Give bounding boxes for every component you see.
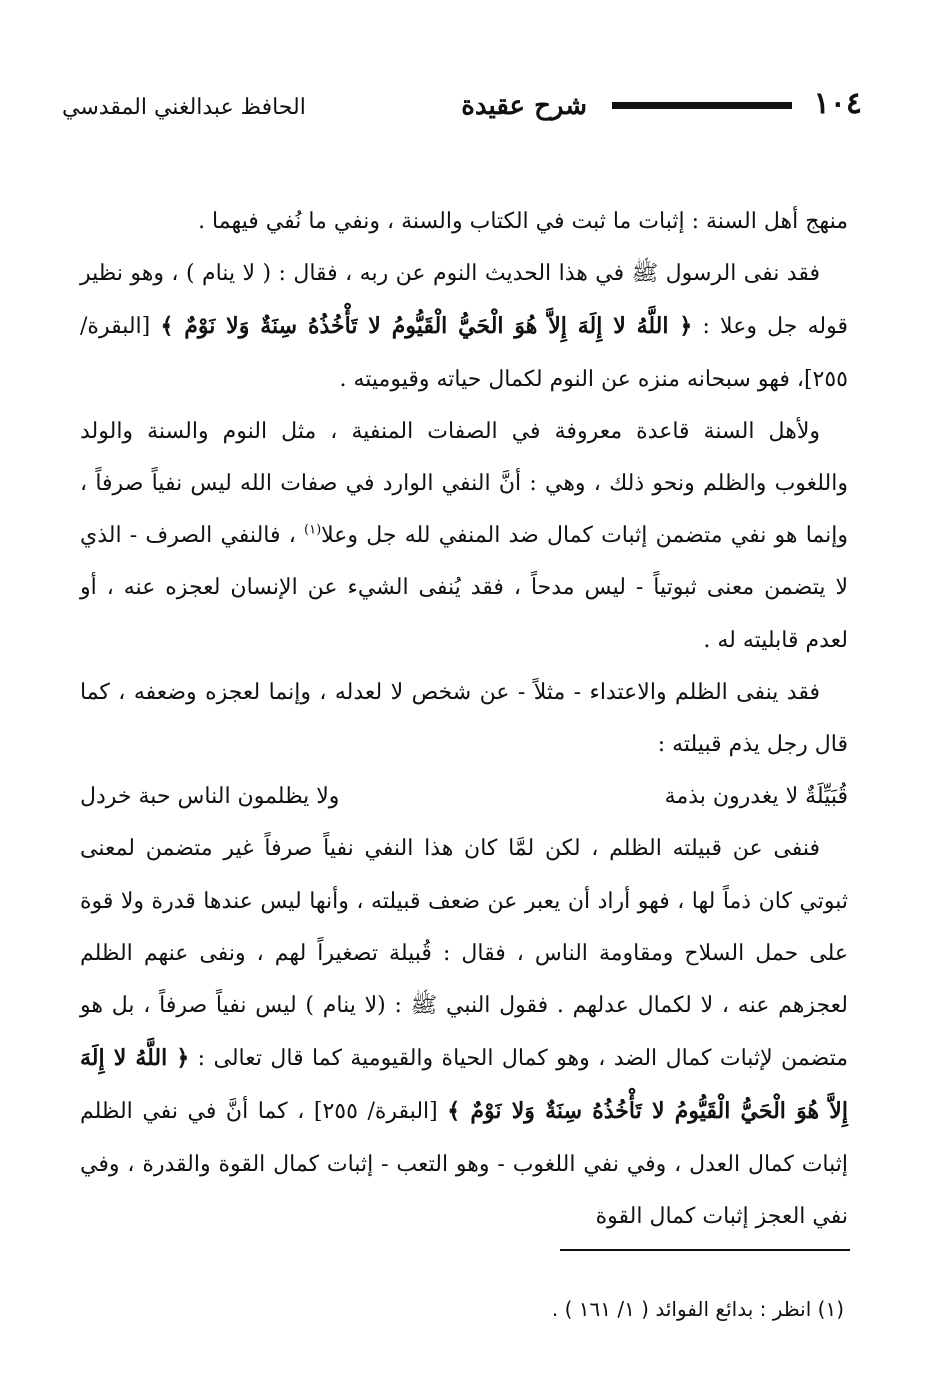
paragraph-text: ولأهل السنة قاعدة معروفة في الصفات المنفية ، مثل النوم والسنة والولد واللغوب والظلم ونحو ذلك ، وهي : أنَّ النفي الوارد في صفات الله ليس نفياً صرفاً ، وإنما هو نفي متضمن إثبات كمال ضد المنفي لله جل وعلا xyxy=(80,418,848,549)
poetry-verse xyxy=(80,771,848,823)
footnote-marker[interactable]: (١) xyxy=(304,522,322,538)
verse-second-hemistich: ولا يظلمون الناس حبة خردل xyxy=(80,784,340,810)
paragraph-text: منهج أهل السنة : إثبات ما ثبت في الكتاب والسنة ، ونفي ما نُفي فيهما . xyxy=(198,209,848,234)
paragraph-text: فقد ينفى الظلم والاعتداء - مثلاً - عن شخص لا لعدله ، وإنما لعجزه وضعفه ، كما قال رجل يذم قبيلته : xyxy=(80,679,848,758)
page-number: ١٠٤ xyxy=(813,86,862,121)
footnote-rule xyxy=(560,1249,850,1251)
paragraph xyxy=(80,667,848,771)
body-text xyxy=(80,196,848,1243)
paragraph-text: [البقرة/ ٢٥٥]، فهو سبحانه منزه عن النوم لكمال حياته وقيوميته . xyxy=(80,314,848,392)
book-title: شرح عقيدة xyxy=(461,91,587,121)
footnote: (١) انظر : بدائع الفوائد ( ١/ ١٦١ ) . xyxy=(551,1297,844,1321)
paragraph-text: فنفى عن قبيلته الظلم ، لكن لمَّا كان هذا النفي نفياً صرفاً غير متضمن لمعنى ثبوتي كان ذماً لها ، فهو أراد أن يعبر عن ضعف قبيلته ، وأنها ليس عندها قدرة ولا قوة على حمل السلاح ومقاومة الناس ، فقال : قُبيلة تصغيراً لهم ، ونفى عنهم الظلم لعجزهم عنه ، لا لكمال عدلهم . فقول النبي ﷺ : (لا ينام ) ليس نفياً صرفاً ، بل هو متضمن لإثبات كمال الضد ، وهو كمال الحياة والقيومية كما قال تعالى : xyxy=(80,836,849,1072)
quran-verse: ﴿ اللَّهُ لا إِلَهَ إِلاَّ هُوَ الْحَيُّ الْقَيُّومُ لا تَأْخُذُهُ سِنَةٌ وَلا نَوْمٌ ﴾ xyxy=(80,1045,848,1125)
paragraph xyxy=(80,823,848,1243)
paragraph xyxy=(80,196,848,248)
paragraph xyxy=(80,406,848,667)
header-rule xyxy=(612,102,792,109)
paragraph-text: ، فالنفي الصرف - الذي لا يتضمن معنى ثبوتياً - ليس مدحاً ، فقد يُنفى الشيء عن الإنسان لعجزه عنه ، أو لعدم قابليته له . xyxy=(80,523,848,653)
page-header xyxy=(62,84,862,128)
paragraph xyxy=(80,248,848,406)
paragraph-text: [البقرة/ ٢٥٥] ، كما أنَّ في نفي الظلم إثبات كمال العدل ، وفي نفي اللغوب - وهو التعب - إثبات كمال القوة والقدرة ، وفي نفي العجز إثبات كمال القوة xyxy=(80,1099,848,1229)
author-name: الحافظ عبدالغني المقدسي xyxy=(62,95,306,120)
quran-verse: ﴿ اللَّهُ لا إِلَهَ إِلاَّ هُوَ الْحَيُّ الْقَيُّومُ لا تَأْخُذُهُ سِنَةٌ وَلا نَوْمٌ ﴾ xyxy=(160,313,693,340)
paragraph-text: فقد نفى الرسول ﷺ في هذا الحديث النوم عن ربه ، فقال : ( لا ينام ) ، وهو نظير قوله جل وعلا : xyxy=(80,261,848,340)
verse-first-hemistich: قُبَيِّلَةٌ لا يغدرون بذمة xyxy=(664,784,848,810)
